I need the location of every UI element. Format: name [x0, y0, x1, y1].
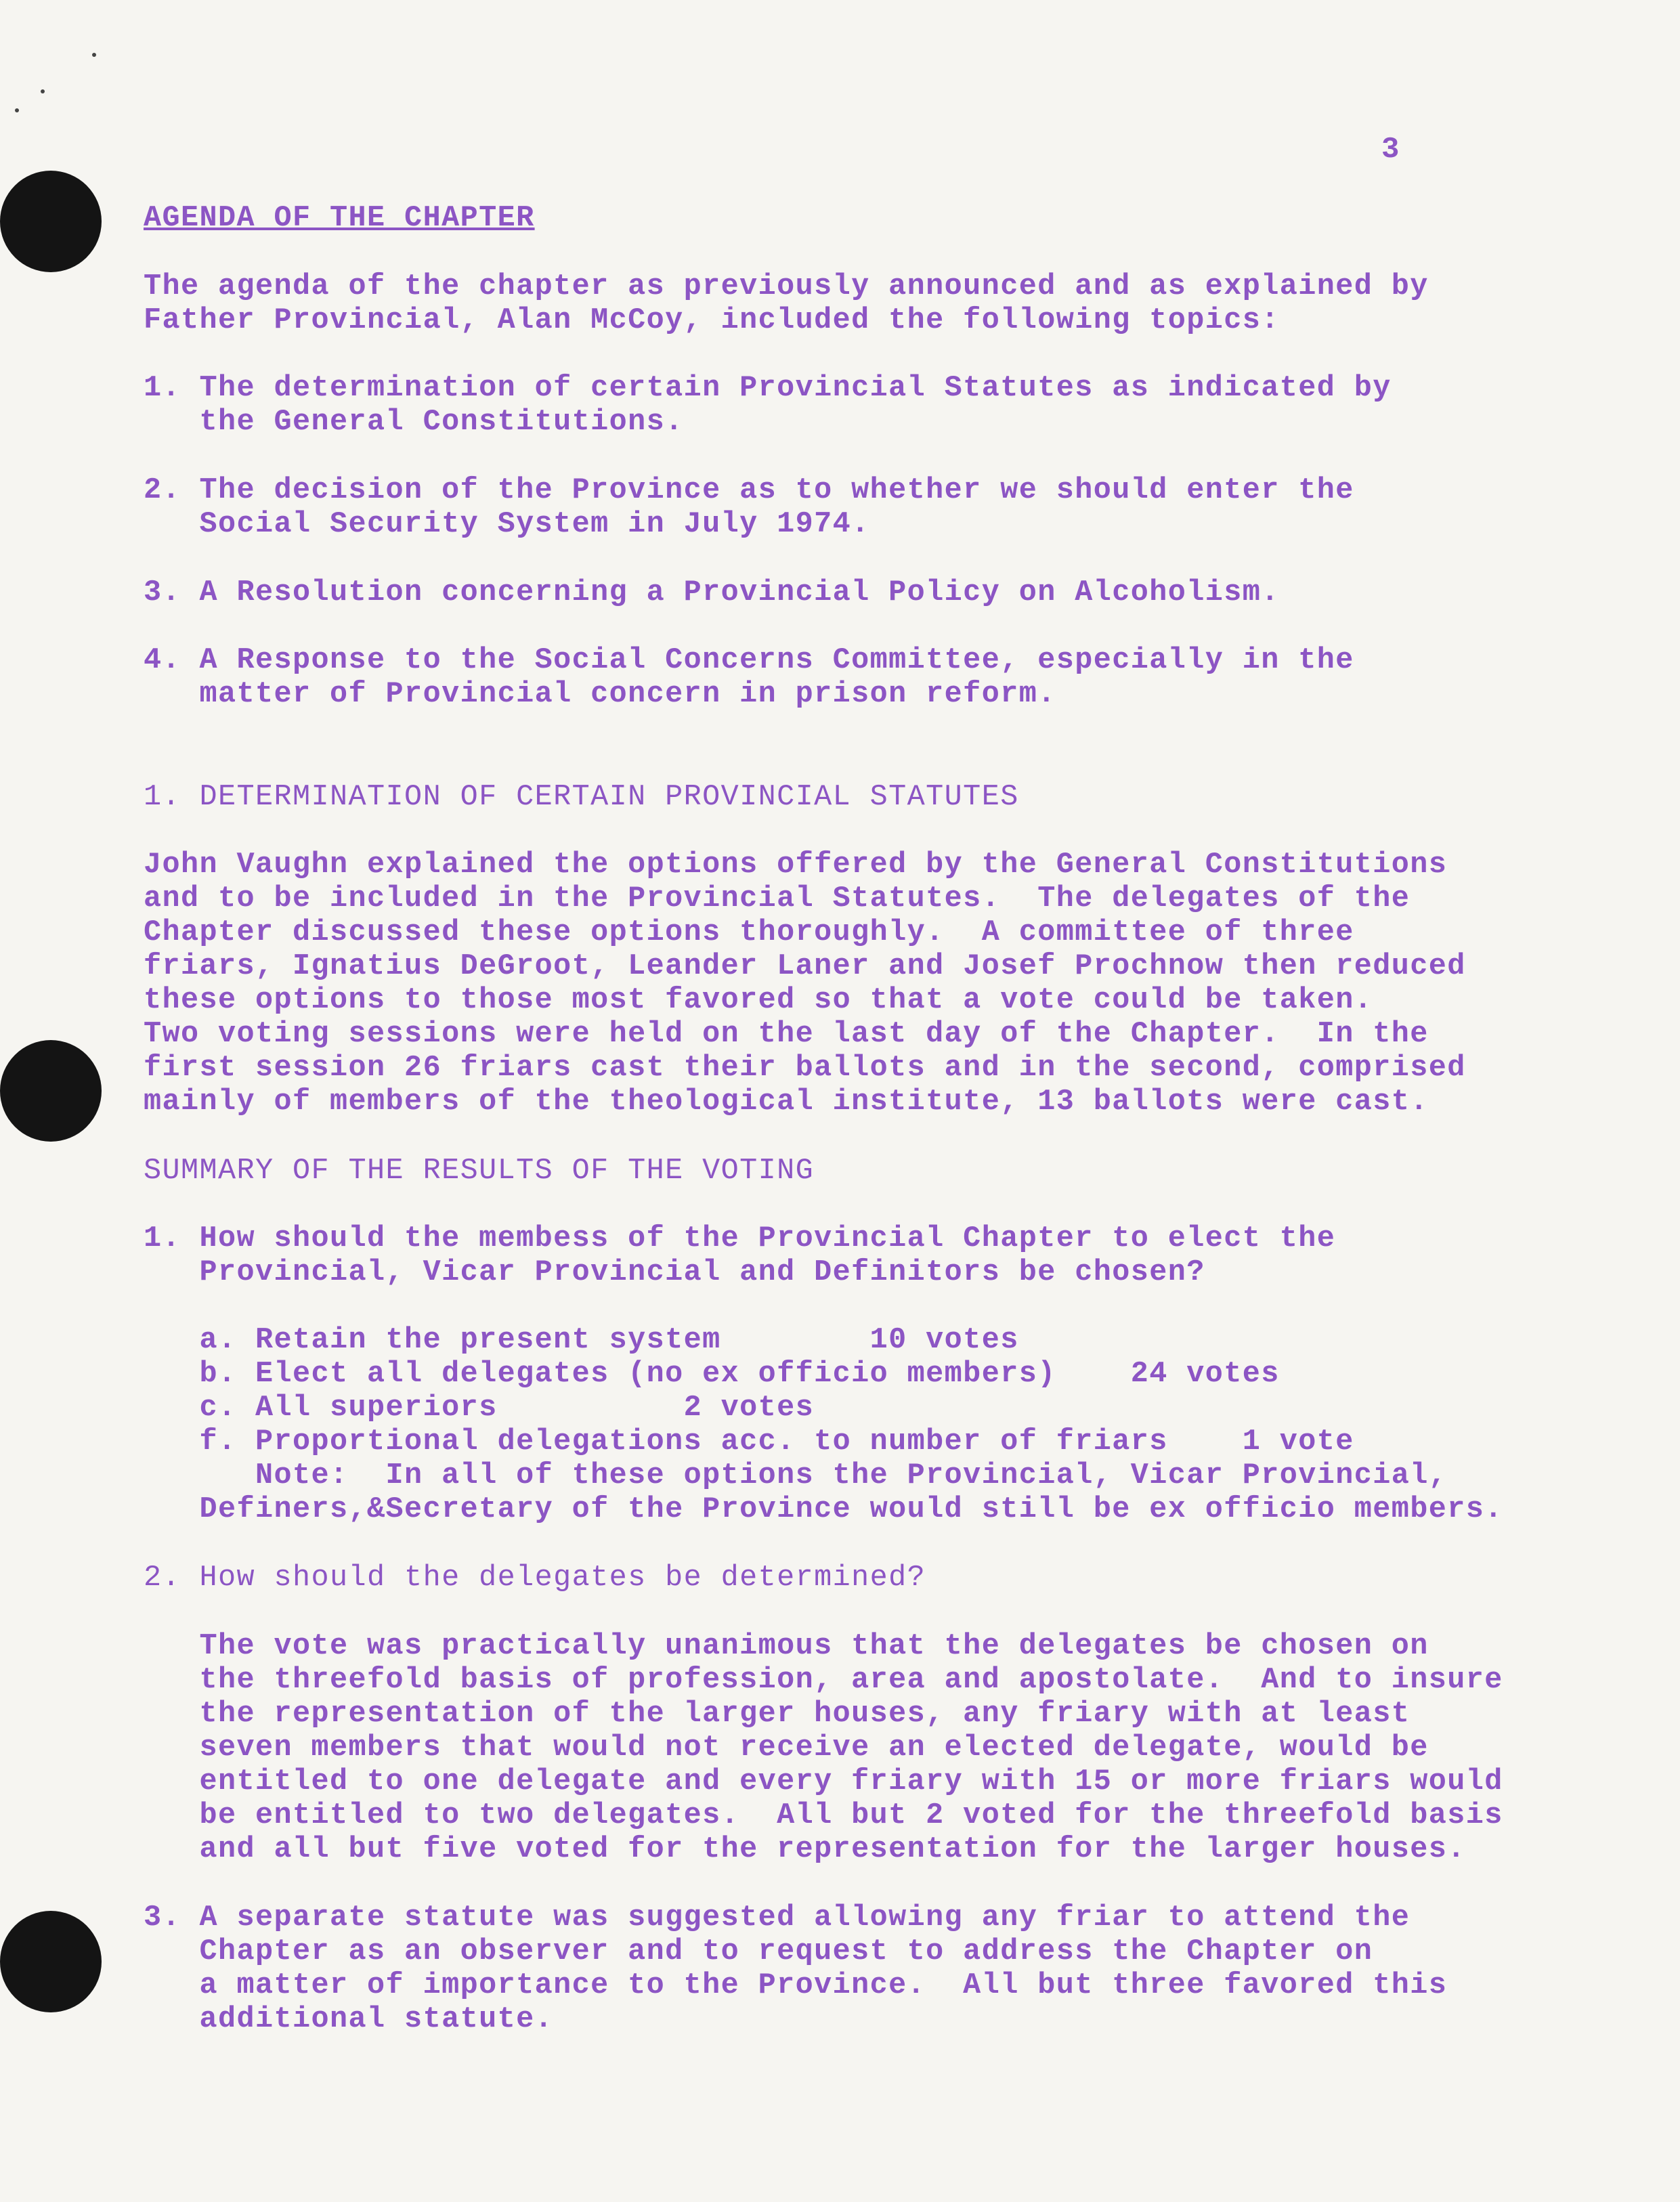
summary-question-1-options: a. Retain the present system 10 votes b. Elect all delegates (no ex officio members) 24 votes c. All superiors 2 votes f. Proportional delegations acc. to number of friars 1 vote Note: In all of these options the Provincial, Vicar Provincial, Definers,&Secretary of the Province would still be ex officio members. [199, 1324, 1503, 1526]
summary-question-2: 2. How should the delegates be determined? [144, 1561, 926, 1595]
section-1-paragraph: John Vaughn explained the options offered by the General Constitutions and to be included in the Provincial Statutes. The delegates of the Chapter discussed these options thoroughly. A committee of three friars, Ignatius DeGroot, Leander Laner and Josef Prochnow then reduced these options to those most favored so that a vote could be taken. Two voting sessions were held on the last day of the Chapter. In the first session 26 friars cast their ballots and in the second, comprised mainly of members of the theological institute, 13 ballots were cast. [144, 848, 1466, 1119]
agenda-item-4: 4. A Response to the Social Concerns Committee, especially in the matter of Provincial concern in prison reform. [144, 644, 1354, 711]
paper-speck [41, 89, 45, 93]
summary-question-2-answer: The vote was practically unanimous that the delegates be chosen on the threefold basis of profession, area and apostolate. And to insure the representation of the larger houses, any friary with at least seven members that would not receive an elected delegate, would be entitled to one delegate and every friary with 15 or more friars would be entitled to two delegates. All but 2 voted for the threefold basis and all but five voted for the representation for the larger houses. [199, 1630, 1503, 1866]
punch-hole-bottom [0, 1911, 102, 2012]
summary-question-1: 1. How should the membess of the Provincial Chapter to elect the Provincial, Vicar Provincial and Definitors be chosen? [144, 1222, 1336, 1289]
section-1-heading: 1. DETERMINATION OF CERTAIN PROVINCIAL STATUTES [144, 781, 1019, 814]
agenda-item-1: 1. The determination of certain Provincial Statutes as indicated by the General Constitutions. [144, 372, 1392, 439]
summary-heading: SUMMARY OF THE RESULTS OF THE VOTING [144, 1154, 815, 1188]
agenda-intro: The agenda of the chapter as previously announced and as explained by Father Provincial, Alan McCoy, included the following topics: [144, 270, 1429, 337]
paper-speck [92, 53, 96, 57]
punch-hole-middle [0, 1040, 102, 1142]
page-number: 3 [1381, 133, 1400, 167]
agenda-heading: AGENDA OF THE CHAPTER [144, 202, 535, 235]
paper-speck [15, 108, 19, 112]
summary-question-3: 3. A separate statute was suggested allowing any friar to attend the Chapter as an observer and to request to address the Chapter on a matter of importance to the Province. All but three favored this additional statute. [144, 1901, 1448, 2036]
agenda-item-3: 3. A Resolution concerning a Provincial Policy on Alcoholism. [144, 576, 1280, 609]
punch-hole-top [0, 171, 102, 272]
agenda-item-2: 2. The decision of the Province as to whether we should enter the Social Security System in July 1974. [144, 474, 1354, 541]
